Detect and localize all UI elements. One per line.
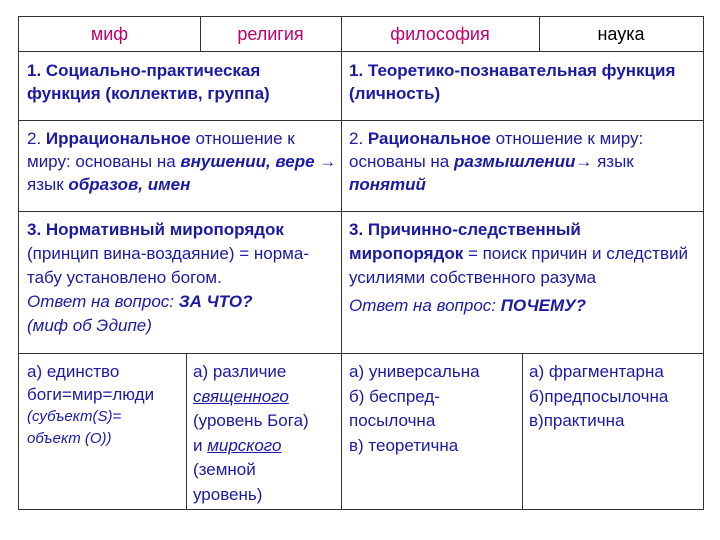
line: объект (О))	[27, 430, 112, 447]
keyword-irrational: Иррациональное	[45, 129, 191, 148]
header-religion: религия	[237, 24, 304, 44]
column-divider	[522, 353, 523, 509]
line: (уровень Бога)	[193, 411, 309, 430]
row-divider	[19, 353, 703, 354]
keyword-concepts: понятий	[349, 175, 426, 194]
text: Ответ на вопрос:	[27, 292, 179, 311]
line: посылочна	[349, 411, 436, 430]
comparison-table	[18, 16, 704, 510]
keyword-reflection: размышлении	[454, 152, 576, 171]
line: в) теоретична	[349, 435, 459, 455]
text: отношение к миру: основаны на	[349, 129, 644, 171]
row3-left-note: (миф об Эдипе)	[27, 316, 152, 335]
row2-right-text	[349, 127, 701, 196]
header-science: наука	[597, 24, 645, 44]
line: (субъект(S)=	[27, 408, 122, 425]
row3-right-text	[349, 218, 699, 318]
text: 2.	[349, 129, 368, 148]
question-keyword: ЗА ЧТО?	[178, 292, 253, 311]
row4-philosophy	[349, 360, 521, 458]
row4-myth	[27, 360, 185, 450]
row-divider	[19, 51, 703, 52]
line: в)практична	[529, 411, 625, 430]
text: 2.	[27, 129, 46, 148]
row-divider	[19, 120, 703, 121]
header-philosophy: философия	[390, 24, 490, 44]
line: уровень)	[193, 484, 263, 504]
row4-science	[529, 360, 701, 434]
row4-religion	[193, 360, 339, 507]
row3-right-question	[349, 294, 699, 318]
row3-right-title: 3. Причинно-следственный миропорядок	[349, 220, 581, 263]
line: (земной	[193, 460, 256, 479]
question-keyword: ПОЧЕМУ?	[500, 296, 587, 315]
text: Ответ на вопрос:	[349, 296, 501, 315]
row1-right-text: 1. Теоретико-познавательная функция (личность)	[349, 61, 676, 103]
keyword-rational: Рациональное	[367, 129, 491, 148]
line	[193, 434, 339, 459]
text: отношение к миру: основаны на	[27, 129, 295, 171]
row3-left-body: (принцип вина-воздаяние) = норма-табу установлено богом.	[27, 244, 309, 287]
row2-left-text	[27, 127, 337, 196]
line: а) универсальна	[349, 362, 480, 381]
column-divider	[341, 17, 342, 509]
row3-left-title: 3. Нормативный миропорядок	[27, 220, 284, 239]
row1-left-text: 1. Социально-практическая функция (коллектив, группа)	[27, 61, 270, 103]
row3-left-text	[27, 218, 339, 338]
line: б) беспред-	[349, 386, 440, 406]
row3-left-question	[27, 290, 339, 314]
text: мирского	[207, 435, 282, 455]
line: боги=мир=люди	[27, 385, 155, 404]
text: = поиск причин и следствий усилиями собственного разума	[349, 244, 688, 287]
text: → язык	[575, 152, 634, 171]
header-myth: миф	[90, 24, 129, 44]
keyword-images: образов, имен	[68, 175, 191, 194]
line: а) фрагментарна	[529, 362, 664, 381]
line: а) единство	[27, 362, 120, 381]
line: а) различие	[193, 362, 287, 381]
column-divider	[186, 353, 187, 509]
row-divider	[19, 211, 703, 212]
row3-right-body	[349, 218, 699, 290]
line: б)предпосылочна	[529, 386, 669, 406]
keyword-suggestion: внушении, вере	[180, 152, 315, 171]
text: → язык	[27, 152, 337, 194]
text: и	[193, 435, 208, 455]
line: священного	[193, 386, 289, 406]
